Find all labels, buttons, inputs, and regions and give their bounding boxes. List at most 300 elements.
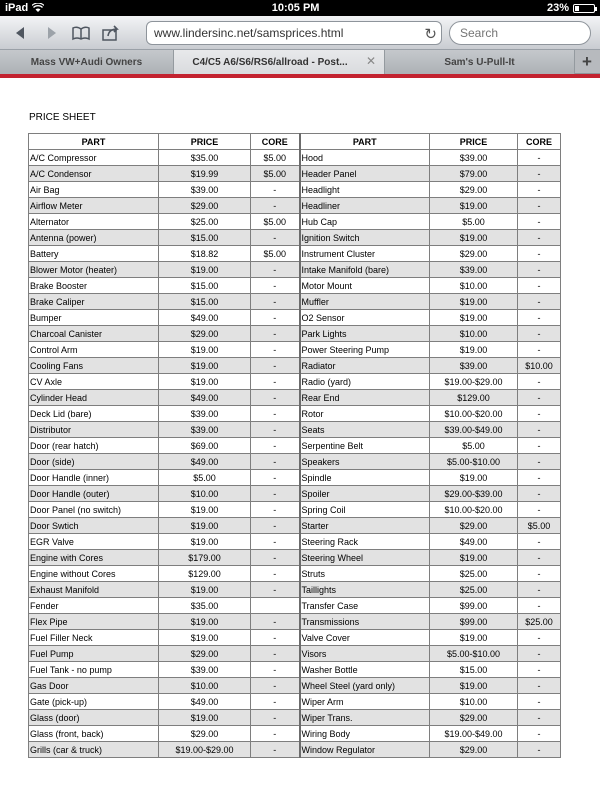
cell-price: $19.00 (159, 582, 251, 598)
cell-price: $19.00 (430, 230, 518, 246)
table-header-row (29, 134, 561, 150)
cell-price: $19.00 (159, 614, 251, 630)
cell-part: Hub Cap (300, 214, 430, 230)
cell-part: Fuel Tank - no pump (29, 662, 159, 678)
cell-price: $19.00 (159, 502, 251, 518)
cell-part: Charcoal Canister (29, 326, 159, 342)
header-part: PART (300, 134, 430, 150)
cell-price: $25.00 (430, 566, 518, 582)
table-row (29, 614, 561, 630)
cell-core: - (251, 582, 300, 598)
table-row (29, 726, 561, 742)
cell-part: Antenna (power) (29, 230, 159, 246)
status-time: 10:05 PM (271, 2, 320, 14)
table-row (29, 470, 561, 486)
cell-core: - (518, 262, 561, 278)
cell-price: $19.00 (430, 550, 518, 566)
cell-part: Header Panel (300, 166, 430, 182)
cell-core: - (518, 630, 561, 646)
cell-core (251, 598, 300, 614)
cell-price: $25.00 (159, 214, 251, 230)
cell-price: $29.00 (430, 246, 518, 262)
cell-core: - (518, 214, 561, 230)
cell-part: Transmissions (300, 614, 430, 630)
cell-core: - (251, 630, 300, 646)
table-row (29, 646, 561, 662)
cell-price: $29.00 (159, 646, 251, 662)
cell-part: Wheel Steel (yard only) (300, 678, 430, 694)
table-row (29, 566, 561, 582)
cell-price: $29.00 (430, 710, 518, 726)
cell-price: $39.00 (430, 150, 518, 166)
cell-part: Muffler (300, 294, 430, 310)
cell-part: Door (rear hatch) (29, 438, 159, 454)
tab-sams-u-pull-it[interactable] (385, 50, 575, 74)
cell-part: Engine with Cores (29, 550, 159, 566)
back-arrow-icon (13, 25, 29, 41)
cell-core: - (251, 662, 300, 678)
cell-part: Seats (300, 422, 430, 438)
table-row (29, 358, 561, 374)
cell-part: Deck Lid (bare) (29, 406, 159, 422)
cell-core: - (251, 438, 300, 454)
cell-core: - (251, 518, 300, 534)
cell-price: $10.00-$20.00 (430, 502, 518, 518)
price-table-body (29, 150, 561, 758)
table-row (29, 262, 561, 278)
cell-part: Glass (front, back) (29, 726, 159, 742)
cell-part: Transfer Case (300, 598, 430, 614)
tab-label: C4/C5 A6/S6/RS6/allroad - Post... (192, 56, 348, 68)
cell-part: Radio (yard) (300, 374, 430, 390)
page-title: PRICE SHEET (29, 112, 96, 123)
cell-part: Hood (300, 150, 430, 166)
cell-core: - (251, 182, 300, 198)
cell-price: $25.00 (430, 582, 518, 598)
device-name: iPad (5, 2, 29, 14)
cell-price: $99.00 (430, 614, 518, 630)
cell-core: - (251, 406, 300, 422)
cell-core: - (251, 566, 300, 582)
share-icon (102, 25, 120, 41)
cell-core: - (251, 198, 300, 214)
cell-price: $5.00-$10.00 (430, 646, 518, 662)
cell-core: - (518, 534, 561, 550)
cell-part: Valve Cover (300, 630, 430, 646)
cell-price: $29.00 (159, 198, 251, 214)
cell-part: Spoiler (300, 486, 430, 502)
cell-part: Wiper Arm (300, 694, 430, 710)
header-core: CORE (251, 134, 300, 150)
cell-core: - (251, 358, 300, 374)
cell-part: Rotor (300, 406, 430, 422)
cell-price: $29.00 (430, 742, 518, 758)
table-row (29, 454, 561, 470)
cell-core: - (518, 374, 561, 390)
cell-part: Serpentine Belt (300, 438, 430, 454)
forward-button[interactable] (36, 21, 66, 45)
cell-price: $19.00 (159, 358, 251, 374)
cell-part: Spindle (300, 470, 430, 486)
cell-price: $39.00 (430, 358, 518, 374)
cell-price: $49.00 (159, 694, 251, 710)
cell-part: A/C Condensor (29, 166, 159, 182)
cell-part: Fuel Filler Neck (29, 630, 159, 646)
reload-icon[interactable]: ↻ (424, 26, 437, 43)
cell-price: $15.00 (159, 278, 251, 294)
cell-core: - (518, 278, 561, 294)
cell-part: Steering Rack (300, 534, 430, 550)
table-row (29, 742, 561, 758)
cell-part: Brake Caliper (29, 294, 159, 310)
cell-part: Control Arm (29, 342, 159, 358)
cell-price: $19.00-$29.00 (430, 374, 518, 390)
cell-part: Radiator (300, 358, 430, 374)
cell-price: $15.00 (430, 662, 518, 678)
cell-part: Headlight (300, 182, 430, 198)
table-row (29, 182, 561, 198)
cell-part: Motor Mount (300, 278, 430, 294)
cell-core: - (251, 342, 300, 358)
cell-core: - (251, 230, 300, 246)
cell-price: $15.00 (159, 230, 251, 246)
cell-price: $19.00-$49.00 (430, 726, 518, 742)
cell-core: - (518, 694, 561, 710)
cell-part: Gas Door (29, 678, 159, 694)
cell-price: $10.00 (159, 486, 251, 502)
cell-price: $19.00 (430, 342, 518, 358)
cell-price: $10.00 (159, 678, 251, 694)
cell-price: $19.00 (159, 374, 251, 390)
cell-core: - (251, 390, 300, 406)
cell-price: $19.00 (430, 470, 518, 486)
cell-price: $79.00 (430, 166, 518, 182)
table-row (29, 678, 561, 694)
table-row (29, 326, 561, 342)
cell-part: Instrument Cluster (300, 246, 430, 262)
cell-price: $39.00 (159, 422, 251, 438)
cell-part: Window Regulator (300, 742, 430, 758)
cell-price: $39.00 (430, 262, 518, 278)
cell-part: Park Lights (300, 326, 430, 342)
cell-core: - (518, 678, 561, 694)
cell-price: $5.00-$10.00 (430, 454, 518, 470)
cell-price: $29.00 (430, 182, 518, 198)
cell-price: $19.00 (430, 294, 518, 310)
cell-core: - (251, 534, 300, 550)
cell-part: Washer Bottle (300, 662, 430, 678)
page-content (0, 78, 600, 800)
cell-part: Ignition Switch (300, 230, 430, 246)
cell-core: - (518, 246, 561, 262)
header-price: PRICE (430, 134, 518, 150)
table-row (29, 598, 561, 614)
cell-price: $35.00 (159, 598, 251, 614)
cell-core: - (518, 486, 561, 502)
cell-core: - (251, 502, 300, 518)
cell-price: $18.82 (159, 246, 251, 262)
table-row (29, 230, 561, 246)
table-row (29, 390, 561, 406)
cell-core: - (251, 454, 300, 470)
cell-core: - (251, 550, 300, 566)
cell-price: $19.00-$29.00 (159, 742, 251, 758)
cell-price: $99.00 (430, 598, 518, 614)
cell-part: Struts (300, 566, 430, 582)
cell-core: - (251, 374, 300, 390)
cell-part: Airflow Meter (29, 198, 159, 214)
cell-part: Brake Booster (29, 278, 159, 294)
cell-part: Power Steering Pump (300, 342, 430, 358)
cell-core: - (251, 742, 300, 758)
cell-core: - (518, 598, 561, 614)
cell-part: Grills (car & truck) (29, 742, 159, 758)
table-row (29, 582, 561, 598)
table-row (29, 662, 561, 678)
table-row (29, 630, 561, 646)
cell-part: A/C Compressor (29, 150, 159, 166)
cell-core: $25.00 (518, 614, 561, 630)
cell-price: $49.00 (430, 534, 518, 550)
cell-price: $19.00 (430, 630, 518, 646)
table-row (29, 422, 561, 438)
cell-part: Glass (door) (29, 710, 159, 726)
cell-core: - (518, 470, 561, 486)
cell-core: - (518, 150, 561, 166)
cell-core: - (518, 438, 561, 454)
battery-icon (573, 4, 595, 13)
cell-core: $5.00 (251, 246, 300, 262)
table-row (29, 246, 561, 262)
browser-toolbar (0, 16, 600, 50)
cell-price: $29.00 (430, 518, 518, 534)
table-row (29, 406, 561, 422)
cell-part: Taillights (300, 582, 430, 598)
table-row (29, 518, 561, 534)
forward-arrow-icon (43, 25, 59, 41)
cell-part: Fuel Pump (29, 646, 159, 662)
cell-core: - (518, 230, 561, 246)
price-table (28, 133, 561, 758)
cell-core: - (518, 566, 561, 582)
cell-part: Visors (300, 646, 430, 662)
cell-part: Intake Manifold (bare) (300, 262, 430, 278)
cell-core: - (251, 262, 300, 278)
cell-part: Door (side) (29, 454, 159, 470)
cell-part: Flex Pipe (29, 614, 159, 630)
tab-label: Sam's U-Pull-It (444, 56, 515, 68)
table-row (29, 550, 561, 566)
cell-price: $19.00 (159, 342, 251, 358)
cell-core: - (251, 294, 300, 310)
cell-part: Gate (pick-up) (29, 694, 159, 710)
cell-core: - (518, 582, 561, 598)
cell-part: Wiring Body (300, 726, 430, 742)
cell-core: - (251, 422, 300, 438)
cell-core: - (251, 694, 300, 710)
table-row (29, 374, 561, 390)
cell-core: $10.00 (518, 358, 561, 374)
close-tab-icon[interactable]: ✕ (365, 54, 376, 68)
cell-price: $15.00 (159, 294, 251, 310)
table-row (29, 694, 561, 710)
cell-price: $10.00-$20.00 (430, 406, 518, 422)
cell-price: $19.00 (430, 678, 518, 694)
cell-part: Bumper (29, 310, 159, 326)
cell-part: Door Handle (inner) (29, 470, 159, 486)
cell-core: - (518, 726, 561, 742)
cell-part: O2 Sensor (300, 310, 430, 326)
cell-part: Fender (29, 598, 159, 614)
cell-price: $49.00 (159, 454, 251, 470)
cell-price: $19.00 (430, 198, 518, 214)
cell-core: - (518, 662, 561, 678)
table-row (29, 534, 561, 550)
cell-core: - (518, 550, 561, 566)
cell-price: $19.00 (159, 534, 251, 550)
table-row (29, 278, 561, 294)
cell-core: $5.00 (518, 518, 561, 534)
bookmarks-button[interactable] (66, 21, 96, 45)
tab-c4c5-forum[interactable] (174, 50, 385, 74)
cell-part: Cylinder Head (29, 390, 159, 406)
cell-part: Door Panel (no switch) (29, 502, 159, 518)
table-row (29, 486, 561, 502)
cell-part: Starter (300, 518, 430, 534)
cell-core: - (518, 342, 561, 358)
cell-core: $5.00 (251, 150, 300, 166)
cell-price: $19.00 (159, 710, 251, 726)
cell-price: $39.00-$49.00 (430, 422, 518, 438)
cell-price: $39.00 (159, 406, 251, 422)
table-row (29, 310, 561, 326)
cell-part: Headliner (300, 198, 430, 214)
cell-core: - (518, 406, 561, 422)
cell-part: Distributor (29, 422, 159, 438)
cell-part: Wiper Trans. (300, 710, 430, 726)
cell-part: Speakers (300, 454, 430, 470)
cell-part: Steering Wheel (300, 550, 430, 566)
header-price: PRICE (159, 134, 251, 150)
cell-part: Door Handle (outer) (29, 486, 159, 502)
share-button[interactable] (96, 21, 126, 45)
cell-core: - (518, 502, 561, 518)
cell-price: $129.00 (430, 390, 518, 406)
cell-core: - (518, 294, 561, 310)
new-tab-button[interactable] (575, 50, 599, 74)
table-row (29, 294, 561, 310)
cell-core: $5.00 (251, 166, 300, 182)
cell-price: $5.00 (159, 470, 251, 486)
cell-core: - (518, 390, 561, 406)
cell-core: - (251, 678, 300, 694)
cell-part: Engine without Cores (29, 566, 159, 582)
book-icon (71, 25, 91, 41)
plus-icon: + (582, 52, 592, 71)
address-text: www.lindersinc.net/samsprices.html (154, 26, 344, 40)
cell-price: $179.00 (159, 550, 251, 566)
cell-part: Air Bag (29, 182, 159, 198)
cell-core: - (518, 310, 561, 326)
cell-price: $29.00-$39.00 (430, 486, 518, 502)
cell-part: Cooling Fans (29, 358, 159, 374)
cell-core: - (518, 326, 561, 342)
cell-part: Battery (29, 246, 159, 262)
cell-price: $19.00 (159, 518, 251, 534)
cell-core: - (518, 166, 561, 182)
cell-price: $19.00 (430, 310, 518, 326)
address-bar[interactable] (146, 21, 442, 45)
cell-part: Blower Motor (heater) (29, 262, 159, 278)
cell-part: EGR Valve (29, 534, 159, 550)
table-row (29, 502, 561, 518)
header-core: CORE (518, 134, 561, 150)
battery-percent: 23% (546, 2, 569, 14)
table-row (29, 150, 561, 166)
cell-core: - (518, 198, 561, 214)
cell-core: - (251, 486, 300, 502)
wifi-icon (32, 3, 44, 13)
tab-label: Mass VW+Audi Owners (30, 56, 143, 68)
cell-part: Spring Coil (300, 502, 430, 518)
cell-part: Exhaust Manifold (29, 582, 159, 598)
cell-core: - (518, 742, 561, 758)
cell-price: $129.00 (159, 566, 251, 582)
cell-price: $19.00 (159, 262, 251, 278)
cell-core: - (518, 710, 561, 726)
cell-core: - (251, 278, 300, 294)
cell-core: - (518, 646, 561, 662)
cell-price: $35.00 (159, 150, 251, 166)
tab-mass-vw-audi[interactable] (0, 50, 174, 74)
cell-price: $5.00 (430, 438, 518, 454)
table-row (29, 166, 561, 182)
cell-price: $10.00 (430, 278, 518, 294)
cell-core: - (251, 646, 300, 662)
cell-price: $39.00 (159, 182, 251, 198)
cell-core: - (251, 614, 300, 630)
tab-bar (0, 50, 600, 74)
table-row (29, 342, 561, 358)
cell-price: $10.00 (430, 326, 518, 342)
search-input[interactable] (449, 21, 591, 45)
cell-price: $10.00 (430, 694, 518, 710)
header-part: PART (29, 134, 159, 150)
cell-core: - (518, 182, 561, 198)
cell-price: $29.00 (159, 726, 251, 742)
cell-part: CV Axle (29, 374, 159, 390)
status-right (547, 2, 595, 14)
cell-core: - (251, 470, 300, 486)
back-button[interactable] (6, 21, 36, 45)
table-row (29, 438, 561, 454)
table-row (29, 710, 561, 726)
status-bar (0, 0, 600, 16)
cell-core: - (251, 326, 300, 342)
cell-core: $5.00 (251, 214, 300, 230)
cell-price: $19.99 (159, 166, 251, 182)
cell-core: - (251, 310, 300, 326)
cell-price: $29.00 (159, 326, 251, 342)
table-row (29, 214, 561, 230)
cell-core: - (518, 454, 561, 470)
cell-core: - (251, 710, 300, 726)
battery-fill (575, 6, 579, 11)
table-row (29, 198, 561, 214)
cell-price: $39.00 (159, 662, 251, 678)
cell-price: $49.00 (159, 310, 251, 326)
cell-part: Rear End (300, 390, 430, 406)
